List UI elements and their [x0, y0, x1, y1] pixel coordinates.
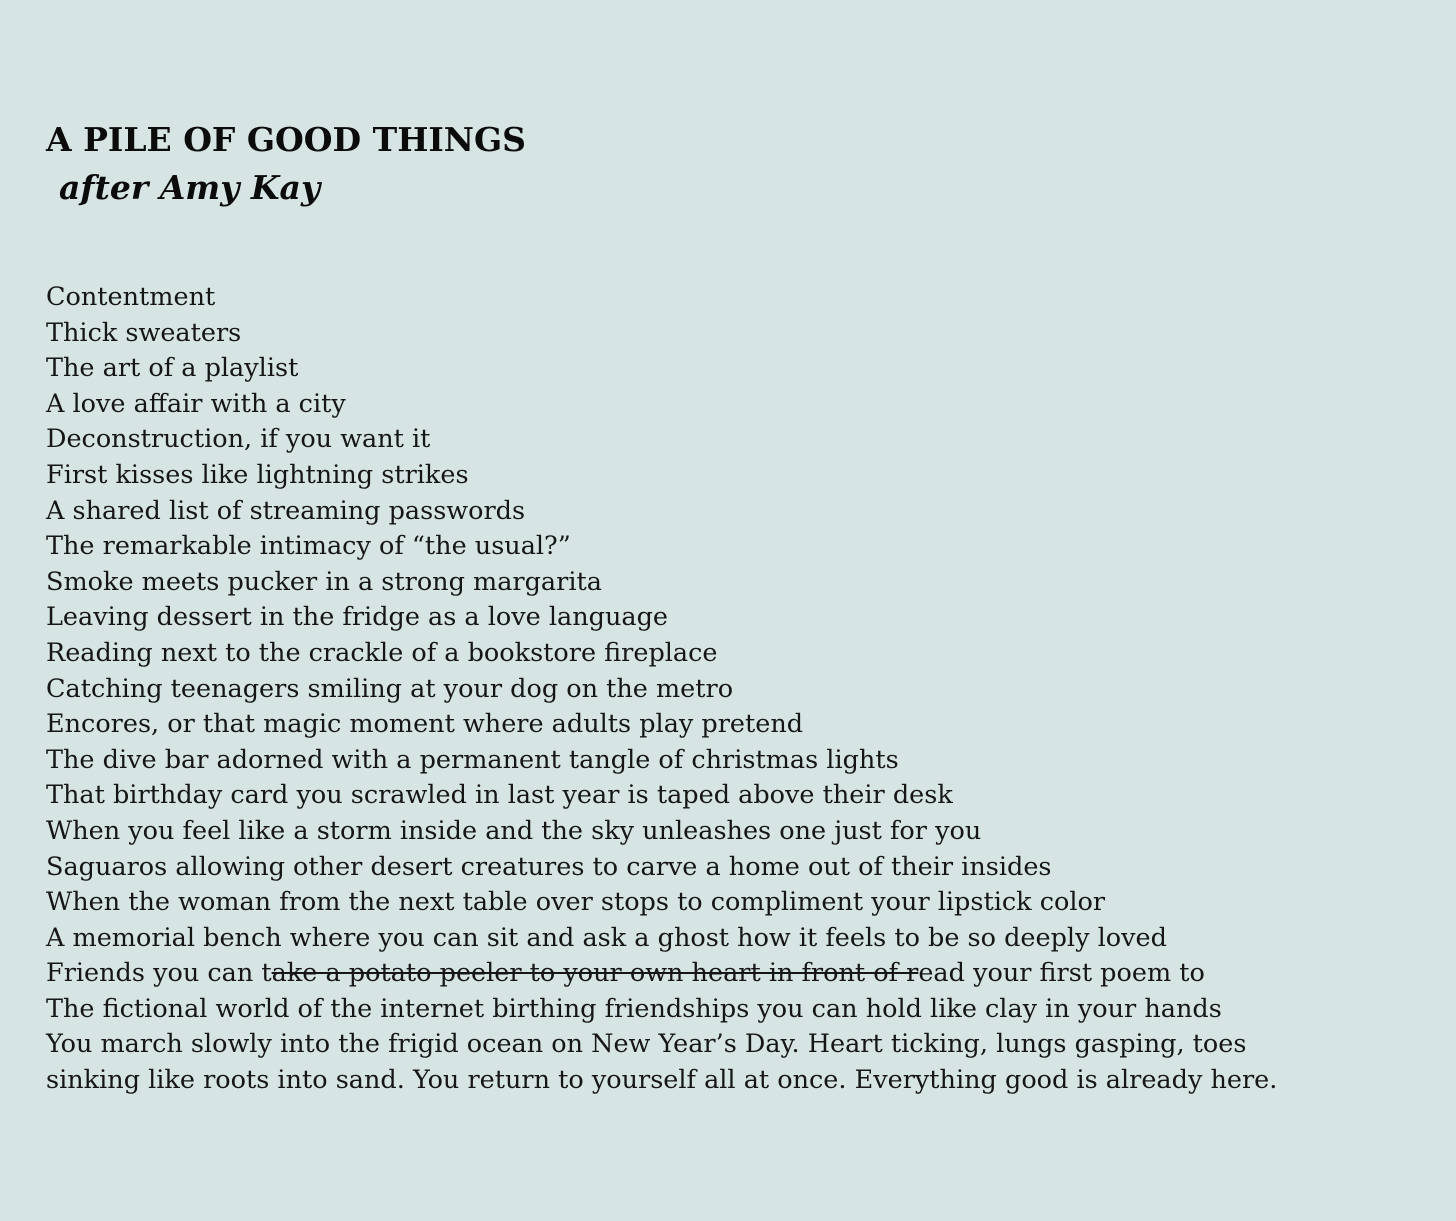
poem-line: Deconstruction, if you want it — [46, 424, 431, 455]
poem-line: The art of a playlist — [46, 353, 299, 384]
poem-line: Contentment — [46, 282, 216, 312]
poem-line: Catching teenagers smiling at your dog on the metro — [46, 673, 734, 704]
struck-through-text: ake a potato peeler to your own heart in front of r — [271, 958, 919, 989]
poem-line: Leaving dessert in the fridge as a love language — [46, 602, 668, 633]
line-text-after: ead your first poem to — [918, 958, 1205, 989]
poem-subtitle: after Amy Kay — [59, 168, 321, 207]
poem-line: You march slowly into the frigid ocean on New Year’s Day. Heart ticking, lungs gasping, toes — [46, 1029, 1247, 1060]
poem-line: sinking like roots into sand. You return to yourself all at once. Everything good is already here. — [46, 1065, 1278, 1096]
poem-line: A love affair with a city — [46, 388, 346, 419]
poem-line: Saguaros allowing other desert creatures to carve a home out of their insides — [46, 851, 1052, 882]
poem-line: Smoke meets pucker in a strong margarita — [46, 566, 602, 597]
poem-line: A memorial bench where you can sit and ask a ghost how it feels to be so deeply loved — [46, 922, 1167, 953]
poem-line: The dive bar adorned with a permanent tangle of christmas lights — [46, 744, 899, 775]
line-text-before: Friends you can t — [46, 958, 272, 989]
poem-line: First kisses like lightning strikes — [46, 459, 469, 490]
poem-line: Encores, or that magic moment where adults play pretend — [46, 709, 804, 740]
poem-line: That birthday card you scrawled in last year is taped above their desk — [46, 780, 953, 811]
poem-line: The fictional world of the internet birthing friendships you can hold like clay in your hands — [46, 993, 1222, 1024]
poem-line-with-strikethrough — [46, 956, 1277, 992]
poem-line: When the woman from the next table over stops to compliment your lipstick color — [46, 887, 1106, 918]
poem-line: When you feel like a storm inside and the sky unleashes one just for you — [46, 815, 982, 846]
poem-title: A PILE OF GOOD THINGS — [46, 120, 526, 159]
poem-line: Thick sweaters — [46, 317, 242, 348]
poem-line: A shared list of streaming passwords — [46, 495, 526, 526]
poem-line: The remarkable intimacy of “the usual?” — [46, 531, 571, 562]
poem-line: Reading next to the crackle of a bookstore fireplace — [46, 637, 718, 668]
poem-body — [46, 280, 1277, 1099]
poem-page — [46, 0, 1456, 1221]
